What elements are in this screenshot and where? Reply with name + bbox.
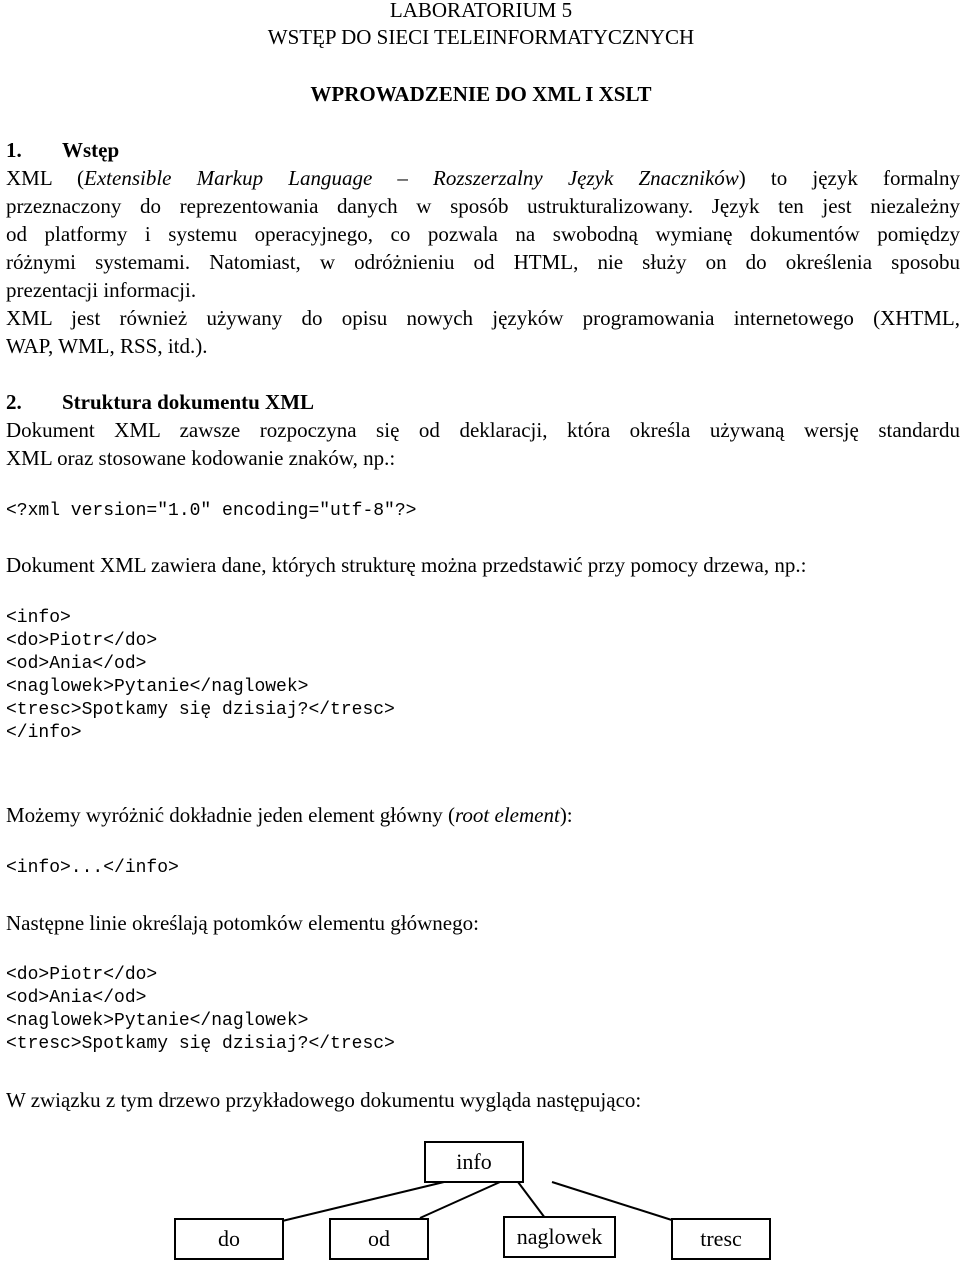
root-element-code: <info>...</info>: [6, 858, 179, 878]
connector-naglowek: [518, 1182, 545, 1218]
section-1-number: 1.: [6, 138, 22, 162]
tree-node-root: info: [424, 1141, 524, 1183]
code-line: <od>Ania</od>: [6, 988, 147, 1008]
children-intro-text: Następne linie określają potomków elementu głównego:: [6, 911, 479, 935]
code-line: <od>Ania</od>: [6, 654, 147, 674]
tree-node-child: od: [329, 1218, 429, 1260]
connector-do: [278, 1182, 444, 1222]
xml-declaration-code: <?xml version="1.0" encoding="utf-8"?>: [6, 501, 417, 521]
section-1-line-7: WAP, WML, RSS, itd.).: [6, 334, 208, 358]
section-1-title: Wstęp: [62, 138, 120, 162]
text-span: ):: [559, 803, 573, 827]
connector-od: [420, 1182, 500, 1218]
section-1-line-2: przeznaczony do reprezentowania danych w sposób ustrukturalizowany. Język ten jest niezależny: [6, 194, 960, 218]
document-title: WPROWADZENIE DO XML I XSLT: [310, 82, 652, 106]
section-1-line-4: różnymi systemami. Natomiast, w odróżnieniu od HTML, nie służy on do określenia sposobu: [6, 250, 960, 274]
section-2-number: 2.: [6, 390, 22, 414]
text-span: ) to język formalny: [738, 166, 960, 190]
lab-number: LABORATORIUM 5: [389, 0, 573, 22]
text-span: Możemy wyróżnić dokładnie jeden element główny (: [6, 803, 456, 827]
code-line: <do>Piotr</do>: [6, 965, 158, 985]
code-line: <do>Piotr</do>: [6, 631, 158, 651]
section-1-line-5: prezentacji informacji.: [6, 278, 197, 302]
text-span: XML (: [6, 166, 85, 190]
root-element-emphasis: root element: [455, 803, 560, 827]
course-name: WSTĘP DO SIECI TELEINFORMATYCZNYCH: [267, 25, 695, 49]
code-line: <naglowek>Pytanie</naglowek>: [6, 677, 309, 697]
tree-node-child: tresc: [671, 1218, 771, 1260]
tree-caption-text: W związku z tym drzewo przykładowego dokumentu wygląda następująco:: [6, 1088, 642, 1112]
section-1-line-6: XML jest również używany do opisu nowych języków programowania internetowego (XHTML,: [6, 306, 960, 330]
tree-intro-text: Dokument XML zawiera dane, których strukturę można przedstawić przy pomocy drzewa, np.:: [6, 553, 807, 577]
code-line: <naglowek>Pytanie</naglowek>: [6, 1011, 309, 1031]
tree-node-child: naglowek: [503, 1216, 616, 1258]
tree-node-child: do: [174, 1218, 284, 1260]
code-line: <tresc>Spotkamy się dzisiaj?</tresc>: [6, 700, 395, 720]
section-2-title: Struktura dokumentu XML: [62, 390, 315, 414]
section-1-line-3: od platformy i systemu operacyjnego, co pozwala na swobodną wymianę dokumentów pomiędzy: [6, 222, 960, 246]
xml-definition-emphasis: Extensible Markup Language – Rozszerzalny Język Znaczników: [84, 166, 739, 190]
section-2-line-1: Dokument XML zawsze rozpoczyna się od deklaracji, która określa używaną wersję standardu: [6, 418, 960, 442]
code-line: </info>: [6, 723, 82, 743]
code-line: <info>: [6, 608, 71, 628]
section-2-line-2: XML oraz stosowane kodowanie znaków, np.:: [6, 446, 396, 470]
code-line: <tresc>Spotkamy się dzisiaj?</tresc>: [6, 1034, 395, 1054]
